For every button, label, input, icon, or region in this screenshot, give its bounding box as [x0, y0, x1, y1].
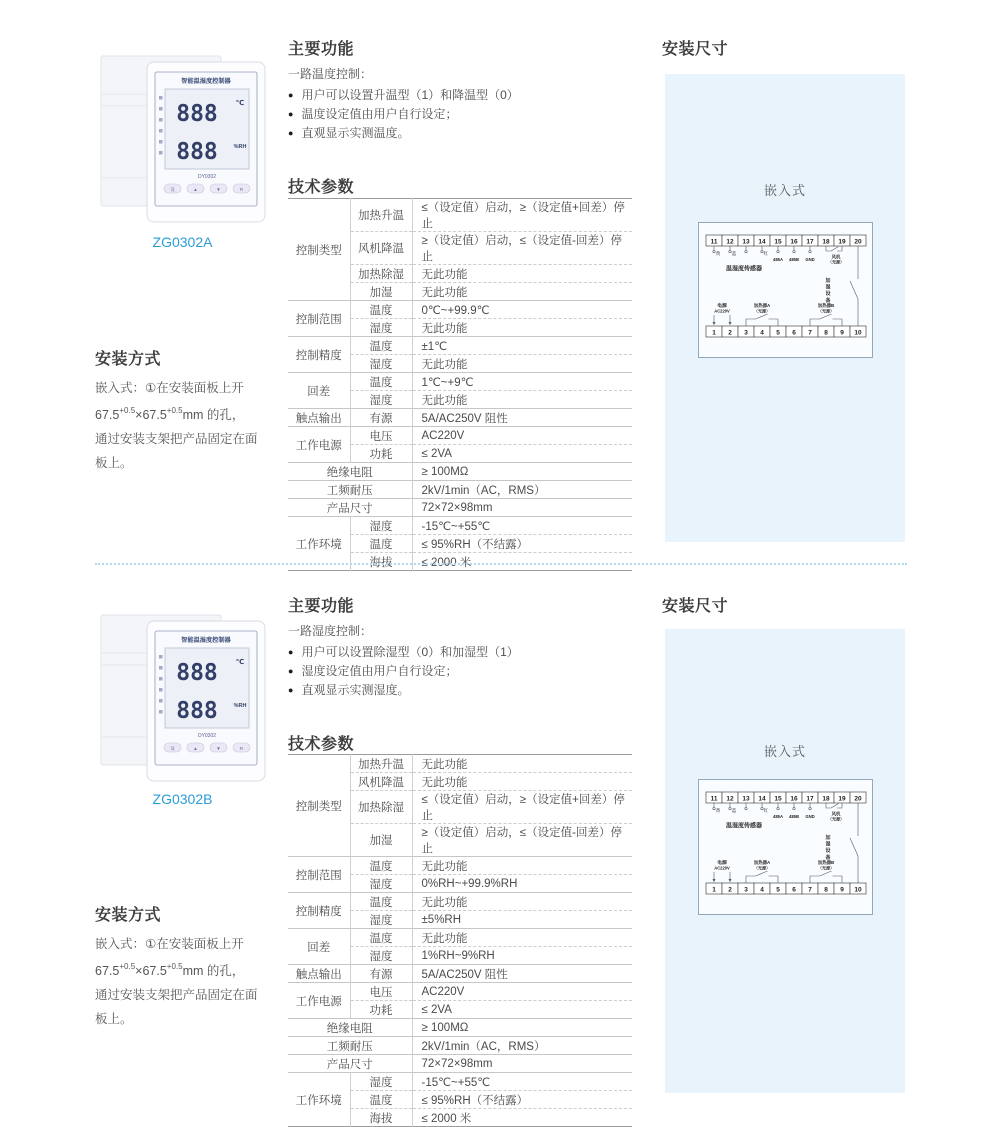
- param-group-label: 工作环境: [288, 1073, 350, 1127]
- product-model: ZG0302A: [152, 234, 213, 250]
- table-row: [288, 373, 632, 391]
- param-group-label: 绝缘电阻: [288, 463, 412, 481]
- svg-text:▼: ▼: [216, 186, 221, 192]
- svg-text:20: 20: [854, 795, 862, 803]
- tech-params-heading: 技术参数: [288, 179, 355, 196]
- table-row: [288, 893, 632, 911]
- function-bullet: ● 湿度设定值由用户自行设定；: [288, 662, 638, 681]
- param-sub-label: 温度: [350, 373, 412, 391]
- param-value: ≤ 2000 米: [412, 1109, 632, 1127]
- bullet-icon: ●: [288, 666, 294, 676]
- table-row: [288, 427, 632, 445]
- param-group-label: 回差: [288, 373, 350, 409]
- section-zg0302b: [0, 555, 1000, 1125]
- param-value: 1℃~+9℃: [412, 373, 632, 391]
- install-size-panel: [665, 629, 905, 1093]
- function-bullet: ● 直观显示实测湿度。: [288, 681, 638, 700]
- param-group-label: 工作电源: [288, 983, 350, 1019]
- svg-text:11: 11: [710, 238, 718, 246]
- param-group-label: 控制类型: [288, 199, 350, 301]
- svg-text:（无源）: （无源）: [754, 865, 770, 871]
- svg-text:%RH: %RH: [233, 703, 247, 709]
- param-value: 1%RH~9%RH: [412, 947, 632, 965]
- param-sub-label: 加湿: [350, 283, 412, 301]
- svg-text:DY0302: DY0302: [197, 733, 217, 739]
- install-size-panel: [665, 74, 905, 542]
- svg-text:%RH: %RH: [233, 144, 247, 150]
- svg-text:智能温湿度控制器: 智能温湿度控制器: [181, 78, 231, 85]
- param-group-label: 控制范围: [288, 301, 350, 337]
- param-sub-label: 海拔: [350, 1109, 412, 1127]
- svg-text:3: 3: [744, 886, 748, 894]
- param-group-label: 控制精度: [288, 337, 350, 373]
- param-value: 5A/AC250V 阻性: [412, 965, 632, 983]
- svg-text:17: 17: [806, 238, 814, 246]
- param-sub-label: 湿度: [350, 355, 412, 373]
- svg-text:16: 16: [790, 795, 798, 803]
- param-sub-label: 温度: [350, 535, 412, 553]
- svg-text:智能温湿度控制器: 智能温湿度控制器: [181, 637, 231, 644]
- param-sub-label: 电压: [350, 983, 412, 1001]
- param-value: 无此功能: [412, 929, 632, 947]
- table-row: [288, 517, 632, 535]
- table-row: [288, 1019, 632, 1037]
- param-group-label: 工作电源: [288, 427, 350, 463]
- param-sub-label: 温度: [350, 337, 412, 355]
- svg-text:R: R: [239, 745, 244, 751]
- param-value: 72×72×98mm: [412, 499, 632, 517]
- function-bullet: ● 直观显示实测温度。: [288, 124, 638, 143]
- svg-text:备: 备: [825, 854, 831, 861]
- svg-text:设: 设: [825, 291, 831, 298]
- param-group-label: 产品尺寸: [288, 1055, 412, 1073]
- param-group-label: 控制精度: [288, 893, 350, 929]
- svg-text:加热器B: 加热器B: [817, 303, 835, 308]
- wiring-diagram: [698, 779, 873, 915]
- svg-text:℃: ℃: [235, 659, 245, 666]
- param-value: 无此功能: [412, 773, 632, 791]
- function-bullet: ● 用户可以设置除湿型（0）和加湿型（1）: [288, 643, 638, 662]
- svg-text:6: 6: [792, 329, 796, 337]
- param-value: AC220V: [412, 983, 632, 1001]
- install-line-3: 通过安装支架把产品固定在面: [95, 988, 258, 1003]
- svg-text:▲: ▲: [193, 745, 198, 751]
- table-row: [288, 199, 632, 232]
- param-sub-label: 功耗: [350, 445, 412, 463]
- table-row: [288, 1073, 632, 1091]
- svg-text:13: 13: [742, 238, 750, 246]
- svg-text:黄: 黄: [715, 809, 721, 814]
- install-method-heading: 安装方式: [95, 907, 162, 924]
- product-photo: [95, 595, 270, 785]
- param-sub-label: 加热升温: [350, 755, 412, 773]
- svg-text:888: 888: [176, 139, 218, 165]
- svg-text:4: 4: [760, 886, 764, 894]
- bullet-icon: ●: [288, 685, 294, 695]
- svg-text:14: 14: [758, 795, 766, 803]
- param-sub-label: 湿度: [350, 1073, 412, 1091]
- svg-text:18: 18: [822, 795, 830, 803]
- param-sub-label: 风机降温: [350, 232, 412, 265]
- svg-text:电源: 电源: [717, 304, 727, 309]
- functions-bullets: [288, 86, 638, 143]
- svg-text:▲: ▲: [193, 186, 198, 192]
- svg-text:（无源）: （无源）: [818, 865, 834, 871]
- svg-text:7: 7: [808, 329, 812, 337]
- svg-text:加热器A: 加热器A: [753, 303, 771, 308]
- param-value: -15℃~+55℃: [412, 517, 632, 535]
- param-value: 5A/AC250V 阻性: [412, 409, 632, 427]
- svg-text:485A: 485A: [772, 814, 784, 819]
- svg-text:1: 1: [712, 329, 716, 337]
- svg-text:R: R: [239, 186, 244, 192]
- table-row: [288, 301, 632, 319]
- param-value: ≥（设定值）启动，≤（设定值-回差）停止: [412, 824, 632, 857]
- svg-text:1: 1: [712, 886, 716, 894]
- param-sub-label: 湿度: [350, 319, 412, 337]
- install-line-4: 板上。: [95, 1012, 133, 1027]
- svg-text:风机: 风机: [831, 811, 841, 817]
- param-value: ≤ 2000 米: [412, 553, 632, 571]
- param-sub-label: 加湿: [350, 824, 412, 857]
- param-value: AC220V: [412, 427, 632, 445]
- functions-intro: 一路湿度控制：: [288, 624, 373, 638]
- svg-text:7: 7: [808, 886, 812, 894]
- param-value: 0℃~+99.9℃: [412, 301, 632, 319]
- param-sub-label: 电压: [350, 427, 412, 445]
- svg-text:8: 8: [824, 886, 828, 894]
- param-sub-label: 功耗: [350, 1001, 412, 1019]
- svg-text:19: 19: [838, 238, 846, 246]
- param-sub-label: 加热升温: [350, 199, 412, 232]
- param-value: 无此功能: [412, 893, 632, 911]
- svg-text:10: 10: [854, 329, 862, 337]
- install-line-2: $67.5^{+0.5}\times 67.5^{+0.5}mm$ 的孔，: [95, 962, 245, 979]
- main-functions-heading: 主要功能: [288, 41, 355, 58]
- svg-text:888: 888: [176, 101, 218, 127]
- install-size-heading: 安装尺寸: [662, 41, 729, 58]
- param-value: ≥ 100MΩ: [412, 1019, 632, 1037]
- mount-mode-label: 嵌入式: [763, 744, 806, 759]
- svg-text:风机: 风机: [831, 254, 841, 260]
- install-line-2: $67.5^{+0.5}\times 67.5^{+0.5}mm$ 的孔，: [95, 406, 245, 423]
- svg-text:2: 2: [728, 329, 732, 337]
- tech-params-table-wrap: [288, 198, 632, 571]
- param-value: 无此功能: [412, 391, 632, 409]
- functions-bullets: [288, 643, 638, 700]
- svg-text:8: 8: [824, 329, 828, 337]
- param-value: 无此功能: [412, 857, 632, 875]
- param-sub-label: 加热除湿: [350, 265, 412, 283]
- svg-text:20: 20: [854, 238, 862, 246]
- function-bullet: ● 温度设定值由用户自行设定；: [288, 105, 638, 124]
- svg-text:5: 5: [776, 886, 780, 894]
- install-line-4: 板上。: [95, 456, 133, 471]
- bullet-icon: ●: [288, 109, 294, 119]
- table-row: [288, 409, 632, 427]
- svg-text:设: 设: [170, 745, 175, 751]
- svg-text:红: 红: [763, 809, 769, 814]
- wiring-diagram: [698, 222, 873, 358]
- param-value: ≥ 100MΩ: [412, 463, 632, 481]
- param-sub-label: 湿度: [350, 391, 412, 409]
- svg-text:（无源）: （无源）: [754, 308, 770, 314]
- svg-text:10: 10: [854, 886, 862, 894]
- svg-text:2: 2: [728, 886, 732, 894]
- param-value: 72×72×98mm: [412, 1055, 632, 1073]
- param-group-label: 控制范围: [288, 857, 350, 893]
- param-value: ≤ 95%RH（不结露）: [412, 1091, 632, 1109]
- param-value: ≥（设定值）启动，≤（设定值-回差）停止: [412, 232, 632, 265]
- svg-text:15: 15: [774, 238, 782, 246]
- table-row: [288, 929, 632, 947]
- bullet-icon: ●: [288, 128, 294, 138]
- svg-text:加热器B: 加热器B: [817, 860, 835, 865]
- param-sub-label: 温度: [350, 301, 412, 319]
- tech-params-table: [288, 198, 632, 571]
- param-value: 0%RH~+99.9%RH: [412, 875, 632, 893]
- param-sub-label: 温度: [350, 929, 412, 947]
- tech-params-table-wrap: [288, 754, 632, 1127]
- svg-text:（无源）: （无源）: [818, 308, 834, 314]
- svg-text:设: 设: [170, 186, 175, 192]
- svg-text:485B: 485B: [788, 257, 800, 262]
- table-row: [288, 481, 632, 499]
- param-sub-label: 湿度: [350, 875, 412, 893]
- param-value: ≤ 2VA: [412, 1001, 632, 1019]
- svg-text:红: 红: [763, 252, 769, 257]
- table-row: [288, 755, 632, 773]
- install-method-text: [95, 932, 295, 1031]
- install-method-heading: 安装方式: [95, 351, 162, 368]
- svg-text:5: 5: [776, 329, 780, 337]
- svg-text:GND: GND: [805, 257, 815, 262]
- svg-text:加热器A: 加热器A: [753, 860, 771, 865]
- svg-text:AC220V: AC220V: [714, 308, 730, 314]
- param-group-label: 绝缘电阻: [288, 1019, 412, 1037]
- param-value: 无此功能: [412, 265, 632, 283]
- param-value: 2kV/1min（AC，RMS）: [412, 481, 632, 499]
- svg-text:9: 9: [840, 329, 844, 337]
- param-sub-label: 有源: [350, 409, 412, 427]
- svg-text:888: 888: [176, 698, 218, 724]
- param-group-label: 控制类型: [288, 755, 350, 857]
- table-row: [288, 1037, 632, 1055]
- table-row: [288, 965, 632, 983]
- svg-text:17: 17: [806, 795, 814, 803]
- install-method-text: [95, 376, 295, 475]
- svg-text:AC220V: AC220V: [714, 865, 730, 871]
- svg-text:▼: ▼: [216, 745, 221, 751]
- param-value: 无此功能: [412, 283, 632, 301]
- bullet-icon: ●: [288, 90, 294, 100]
- svg-text:6: 6: [792, 886, 796, 894]
- param-value: ±5%RH: [412, 911, 632, 929]
- param-sub-label: 风机降温: [350, 773, 412, 791]
- param-group-label: 触点输出: [288, 965, 350, 983]
- svg-text:（无源）: （无源）: [828, 816, 844, 822]
- svg-text:蓝: 蓝: [731, 809, 737, 814]
- svg-text:9: 9: [840, 886, 844, 894]
- svg-text:485A: 485A: [772, 257, 784, 262]
- param-value: ≤ 95%RH（不结露）: [412, 535, 632, 553]
- svg-text:（无源）: （无源）: [828, 259, 844, 265]
- svg-text:蓝: 蓝: [731, 252, 737, 257]
- install-size-heading: 安装尺寸: [662, 598, 729, 615]
- param-sub-label: 有源: [350, 965, 412, 983]
- svg-text:DY0302: DY0302: [197, 174, 217, 180]
- param-group-label: 工频耐压: [288, 1037, 412, 1055]
- tech-params-table: [288, 754, 632, 1127]
- svg-text:13: 13: [742, 795, 750, 803]
- param-group-label: 产品尺寸: [288, 499, 412, 517]
- param-value: ≤（设定值）启动，≥（设定值+回差）停止: [412, 791, 632, 824]
- svg-text:11: 11: [710, 795, 718, 803]
- param-sub-label: 湿度: [350, 517, 412, 535]
- param-sub-label: 温度: [350, 857, 412, 875]
- param-sub-label: 加热除湿: [350, 791, 412, 824]
- param-sub-label: 温度: [350, 893, 412, 911]
- svg-text:12: 12: [726, 238, 734, 246]
- svg-text:温湿度传感器: 温湿度传感器: [725, 823, 763, 830]
- product-model: ZG0302B: [152, 791, 213, 807]
- install-line-3: 通过安装支架把产品固定在面: [95, 432, 258, 447]
- svg-text:3: 3: [744, 329, 748, 337]
- table-row: [288, 337, 632, 355]
- main-functions-heading: 主要功能: [288, 598, 355, 615]
- param-group-label: 回差: [288, 929, 350, 965]
- functions-intro: 一路温度控制：: [288, 67, 373, 81]
- param-value: ±1℃: [412, 337, 632, 355]
- svg-text:GND: GND: [805, 814, 815, 819]
- table-row: [288, 983, 632, 1001]
- table-row: [288, 463, 632, 481]
- svg-text:16: 16: [790, 238, 798, 246]
- table-row: [288, 1055, 632, 1073]
- svg-text:温湿度传感器: 温湿度传感器: [725, 266, 763, 273]
- table-row: [288, 857, 632, 875]
- svg-text:设: 设: [825, 848, 831, 855]
- svg-text:湿: 湿: [825, 284, 831, 291]
- svg-text:电源: 电源: [717, 861, 727, 866]
- svg-text:加: 加: [825, 835, 831, 841]
- svg-text:湿: 湿: [825, 841, 831, 848]
- param-sub-label: 海拔: [350, 553, 412, 571]
- svg-text:℃: ℃: [235, 100, 245, 107]
- install-line-1: 嵌入式：①在安装面板上开: [95, 381, 244, 395]
- svg-text:加: 加: [825, 278, 831, 284]
- product-photo: [95, 36, 270, 226]
- install-line-1: 嵌入式：①在安装面板上开: [95, 937, 244, 951]
- param-value: ≤（设定值）启动，≥（设定值+回差）停止: [421, 202, 625, 230]
- param-sub-label: 湿度: [350, 911, 412, 929]
- table-row: [288, 499, 632, 517]
- param-value: 无此功能: [421, 758, 468, 771]
- mount-mode-label: 嵌入式: [763, 183, 806, 198]
- param-value: 无此功能: [412, 319, 632, 337]
- svg-text:黄: 黄: [715, 252, 721, 257]
- svg-text:888: 888: [176, 660, 218, 686]
- param-value: 无此功能: [412, 355, 632, 373]
- svg-text:4: 4: [760, 329, 764, 337]
- param-value: 2kV/1min（AC，RMS）: [412, 1037, 632, 1055]
- param-group-label: 工频耐压: [288, 481, 412, 499]
- param-group-label: 触点输出: [288, 409, 350, 427]
- param-value: ≤ 2VA: [412, 445, 632, 463]
- param-sub-label: 温度: [350, 1091, 412, 1109]
- svg-text:18: 18: [822, 238, 830, 246]
- svg-text:14: 14: [758, 238, 766, 246]
- bullet-icon: ●: [288, 647, 294, 657]
- svg-text:12: 12: [726, 795, 734, 803]
- param-group-label: 工作环境: [288, 517, 350, 571]
- svg-text:15: 15: [774, 795, 782, 803]
- function-bullet: ● 用户可以设置升温型（1）和降温型（0）: [288, 86, 638, 105]
- tech-params-heading: 技术参数: [288, 736, 355, 753]
- svg-text:19: 19: [838, 795, 846, 803]
- svg-text:备: 备: [825, 297, 831, 304]
- svg-text:485B: 485B: [788, 814, 800, 819]
- param-sub-label: 湿度: [350, 947, 412, 965]
- param-value: -15℃~+55℃: [412, 1073, 632, 1091]
